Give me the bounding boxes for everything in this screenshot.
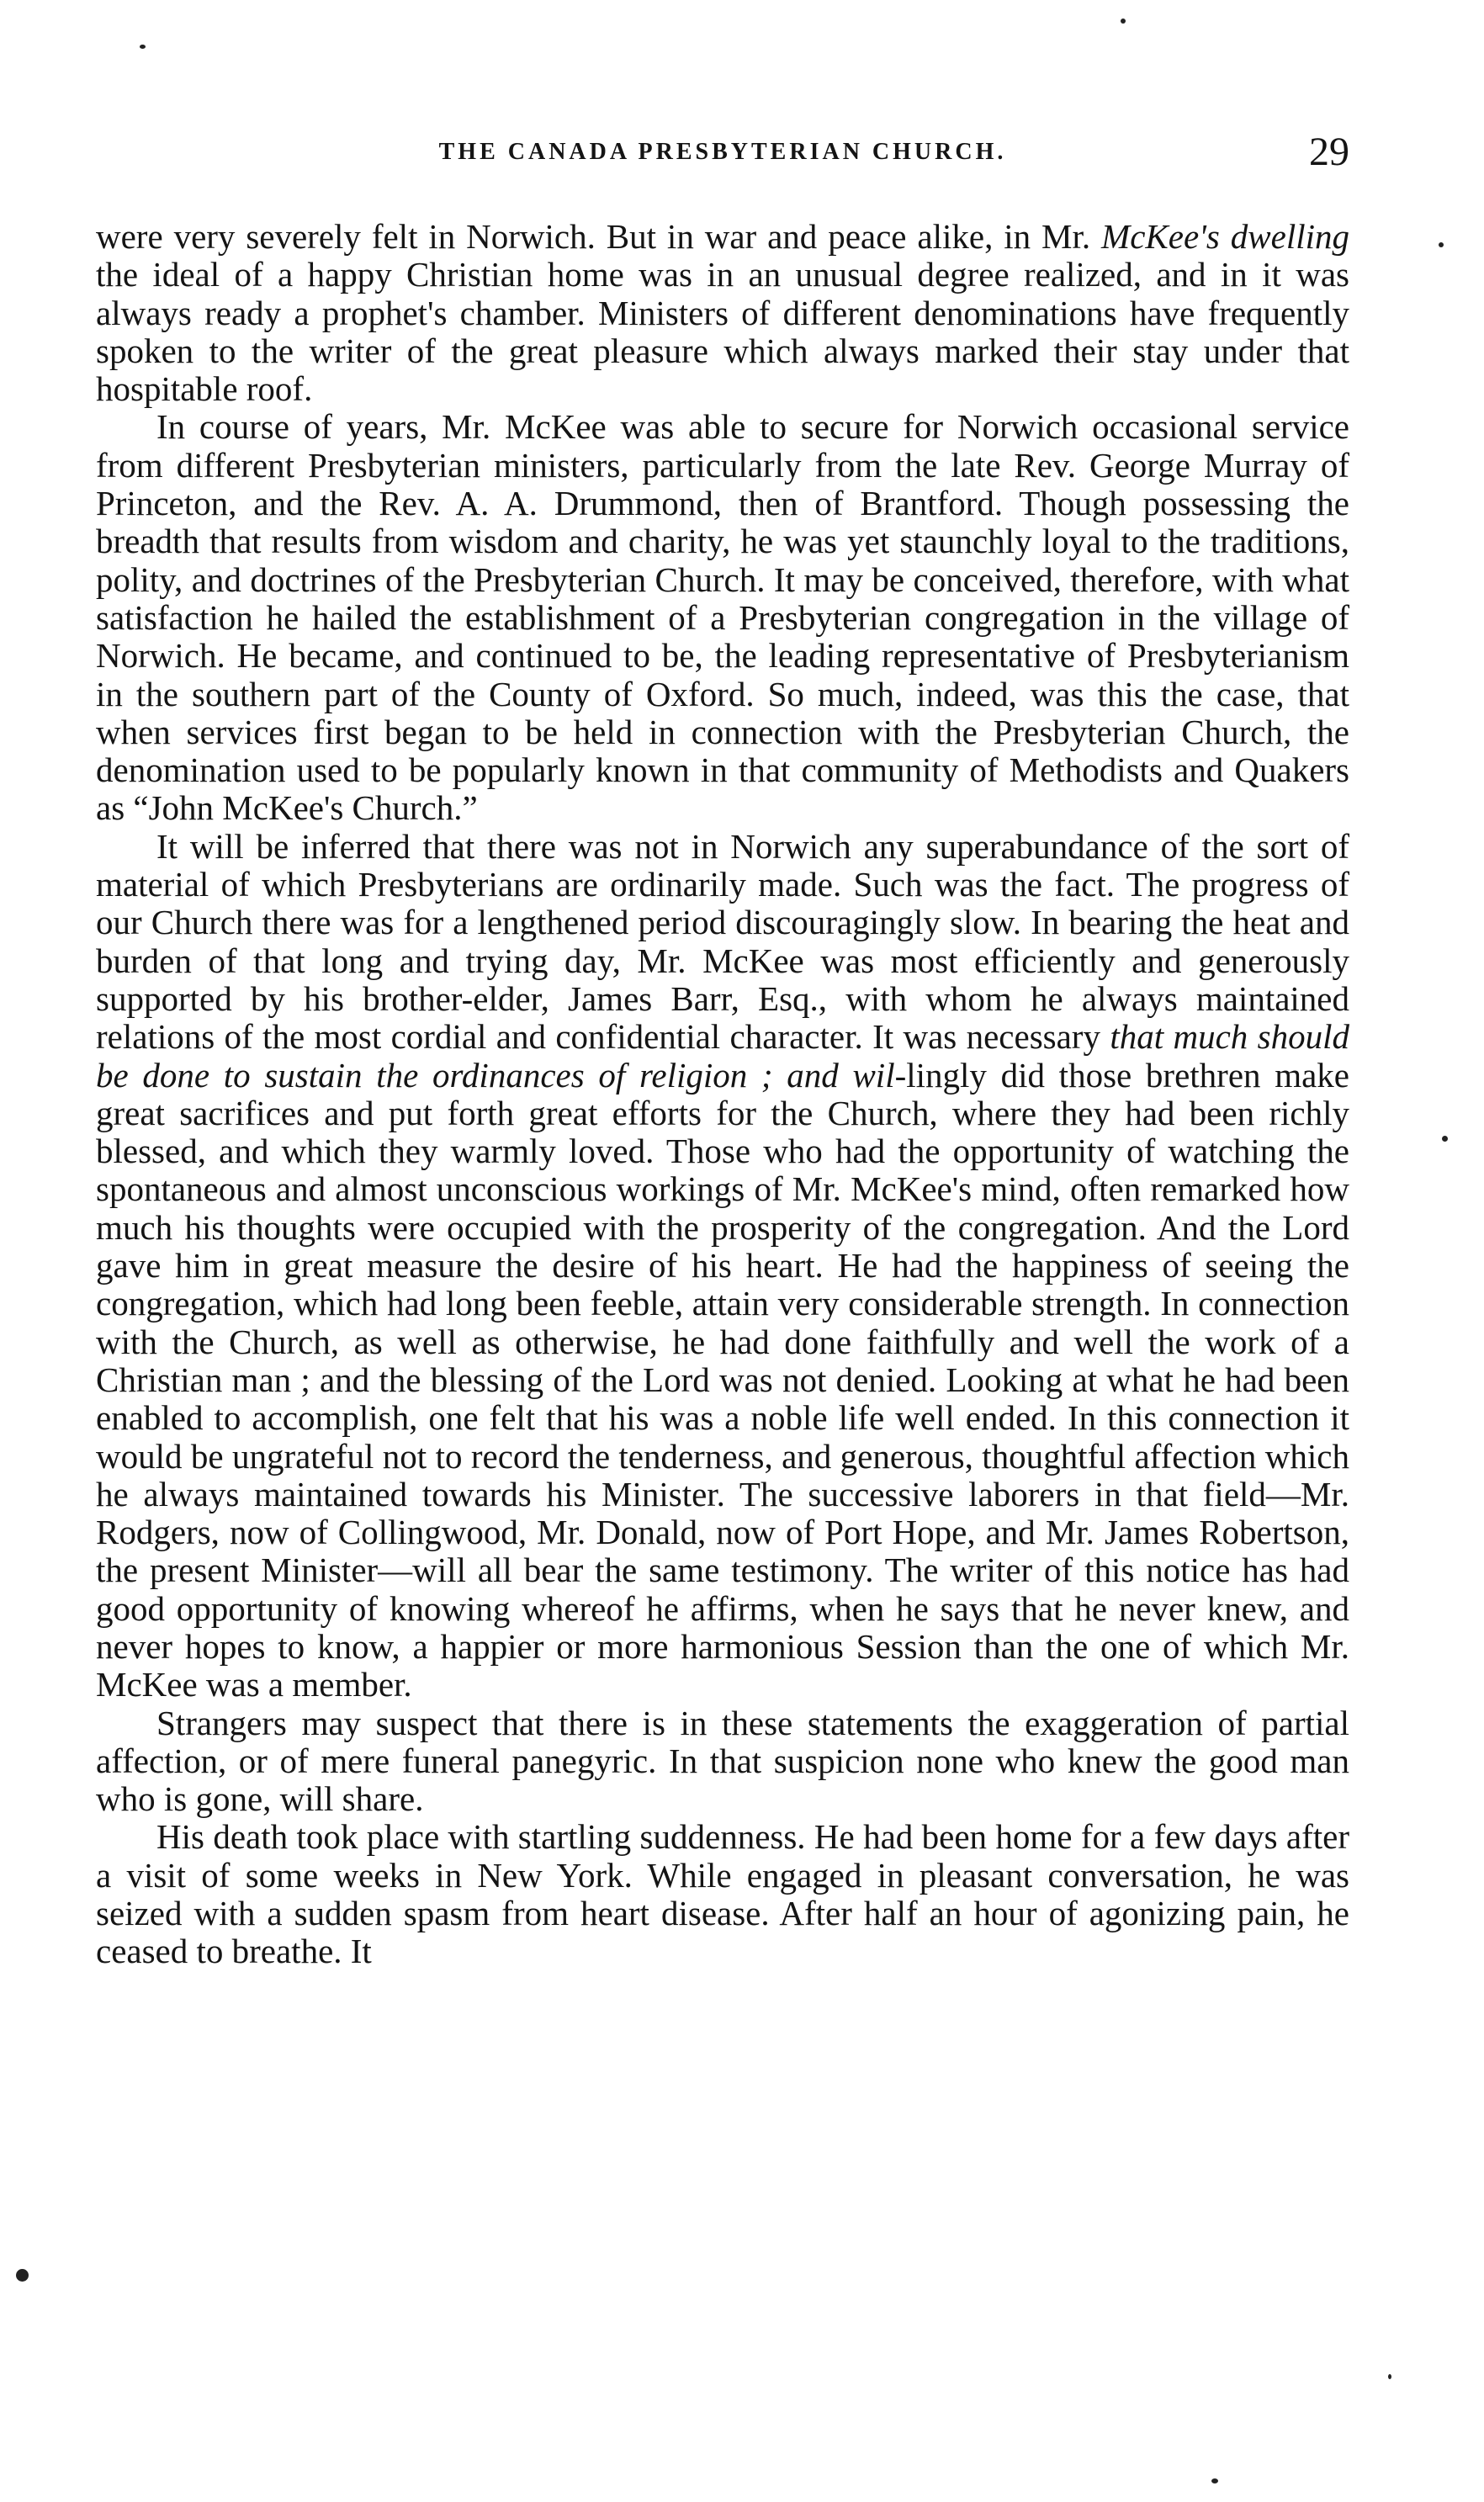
paragraph [96,1818,1349,1970]
running-title: THE CANADA PRESBYTERIAN CHURCH. [438,139,1007,165]
text-run: the ideal of a happy Christian home was in an unusual degree realized, and in it was always ready a prophet's chamber. Ministers of different denominations have frequently spoken to the writer of the great pleasure which always marked their stay under that hospitable roof. [96,255,1349,409]
body-text [96,218,1349,1971]
scan-speck-bottom [1211,2478,1218,2483]
running-head [96,130,1349,189]
italic-text-run: McKee's dwelling [1101,217,1349,256]
italic-text-run: that much should be done to sustain the ordinances of religion ; and wil- [96,1017,1349,1095]
text-run: It will be inferred that there was not in Norwich any superabundance of the sort of material of which Presbyterians are ordinarily made. Such was the fact. The progress of our Church there was for a lengthened period discouragingly slow. In bearing the heat and burden of that long and trying day, Mr. McKee was most efficiently and generously supported by his brother-elder, James Barr, Esq., with whom he always maintained relations of the most cordial and confidential character. It was necessary [96,826,1349,1057]
paragraph [96,1704,1349,1819]
text-run: Strangers may suspect that there is in these statements the exaggeration of partial affection, or of mere funeral panegyric. In that suspicion none who knew the good man who is gone, will share. [96,1703,1349,1819]
paragraph [96,218,1349,408]
paragraph [96,828,1349,1704]
scan-speck-right-upper [1439,242,1444,247]
text-run: were very severely felt in Norwich. But in war and peace alike, in Mr. [96,217,1102,256]
scan-speck-top [140,45,146,49]
paragraph [96,408,1349,827]
scan-speck-bottom-right [1388,2374,1391,2379]
book-page [96,130,1349,1971]
scan-speck-top-right [1121,19,1126,24]
text-run: lingly did those brethren make great sacrifices and put forth great efforts for the Church, where they had been richly blessed, and which they warmly loved. Those who had the opportunity of watching the spontaneous and almost unconscious workings of Mr. McKee's mind, often remarked how much his thoughts were occupied with the prosperity of the congregation. And the Lord gave him in great measure the desire of his heart. He had the happiness of seeing the congregation, which had long been feeble, attain very considerable strength. In connection with the Church, as well as otherwise, he had done faithfully and well the work of a Christian man ; and the blessing of the Lord was not denied. Looking at what he had been enabled to accomplish, one felt that his was a noble life well ended. In this connection it would be ungrateful not to record the tenderness, and generous, thoughtful affection which he always maintained towards his Minister. The successive laborers in that field—Mr. Rodgers, now of Collingwood, Mr. Donald, now of Port Hope, and Mr. James Robertson, the present Minister—will all bear the same testimony. The writer of this notice has had good opportunity of knowing whereof he affirms, when he says that he never knew, and never hopes to know, a happier or more harmonious Session than the one of which Mr. McKee was a member. [96,1055,1349,1704]
text-run: His death took place with startling suddenness. He had been home for a few days after a visit of some weeks in New York. While engaged in pleasant conversation, he was seized with a sudden spasm from heart disease. After half an hour of agonizing pain, he ceased to breathe. It [96,1817,1349,1971]
page-number: 29 [1309,130,1349,174]
text-run: In course of years, Mr. McKee was able to secure for Norwich occasional service from different Presbyterian ministers, particularly from the late Rev. George Murray of Princeton, and the Rev. A. A. Drummond, then of Brantford. Though possessing the breadth that results from wisdom and charity, he was yet staunchly loyal to the traditions, polity, and doctrines of the Presbyterian Church. It may be conceived, therefore, with what satisfaction he hailed the establishment of a Presbyterian congregation in the village of Norwich. He became, and continued to be, the leading representative of Presbyterianism in the southern part of the County of Oxford. So much, indeed, was this the case, that when services first began to be held in connection with the Presbyterian Church, the denomination used to be popularly known in that community of Methodists and Quakers as “John McKee's Church.” [96,407,1349,828]
scan-speck-left-lower [16,2269,29,2282]
scan-speck-right-middle [1442,1136,1448,1142]
